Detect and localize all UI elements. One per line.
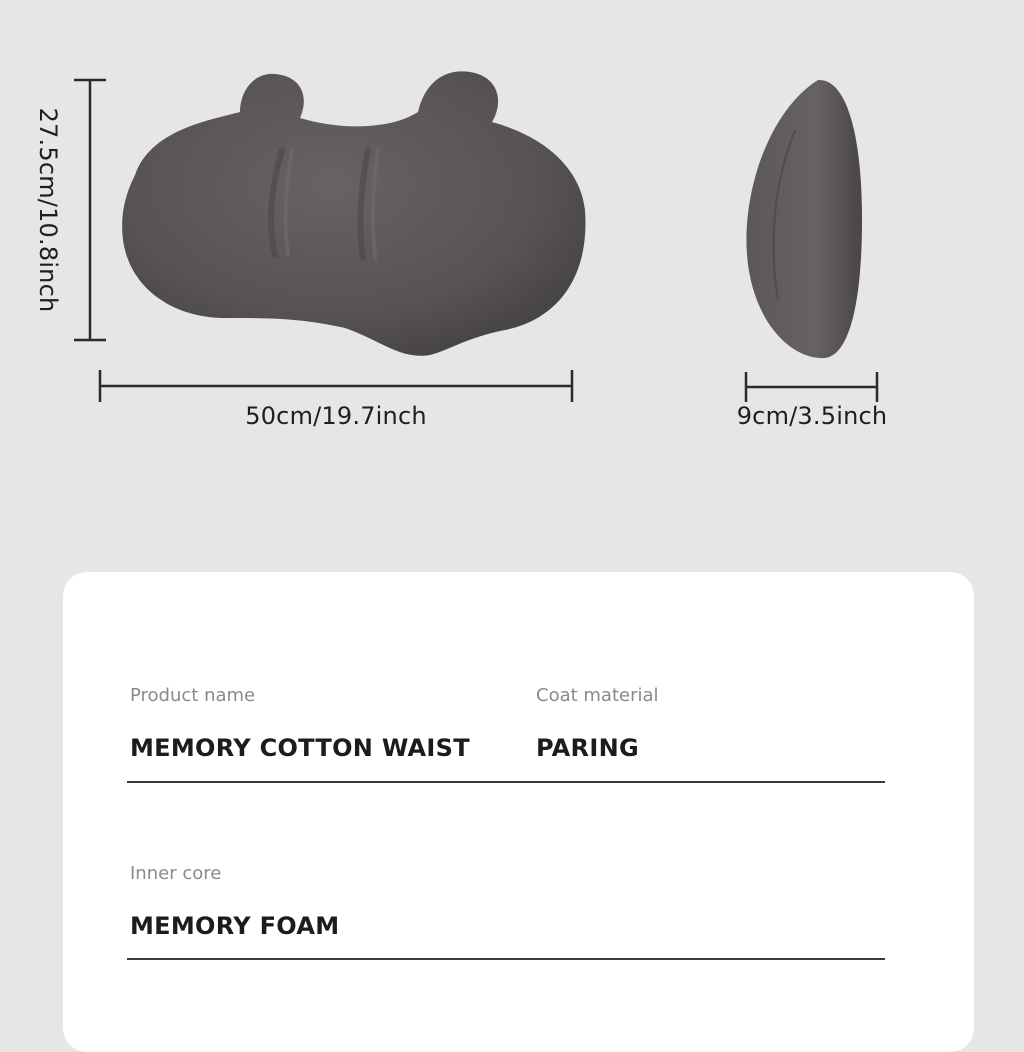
depth-dimension-label: 9cm/3.5inch: [736, 402, 888, 430]
spec-divider-1: [127, 781, 885, 783]
spec-divider-2: [127, 958, 885, 960]
depth-dimension-line: [746, 372, 877, 402]
pillow-side-view: [746, 80, 862, 358]
spec-card: [63, 572, 974, 1052]
height-dimension-line: [74, 80, 106, 340]
product-name-value: MEMORY COTTON WAIST: [130, 734, 470, 762]
coat-material-value: PARING: [536, 734, 639, 762]
pillow-front-view: [122, 71, 585, 355]
inner-core-value: MEMORY FOAM: [130, 912, 340, 940]
coat-material-label: Coat material: [536, 685, 659, 706]
inner-core-label: Inner core: [130, 863, 222, 884]
product-dimension-illustration: [0, 0, 1024, 520]
product-name-label: Product name: [130, 685, 256, 706]
width-dimension-line: [100, 370, 572, 402]
height-dimension-label: 27.5cm/10.8inch: [34, 107, 62, 313]
width-dimension-label: 50cm/19.7inch: [245, 402, 427, 430]
